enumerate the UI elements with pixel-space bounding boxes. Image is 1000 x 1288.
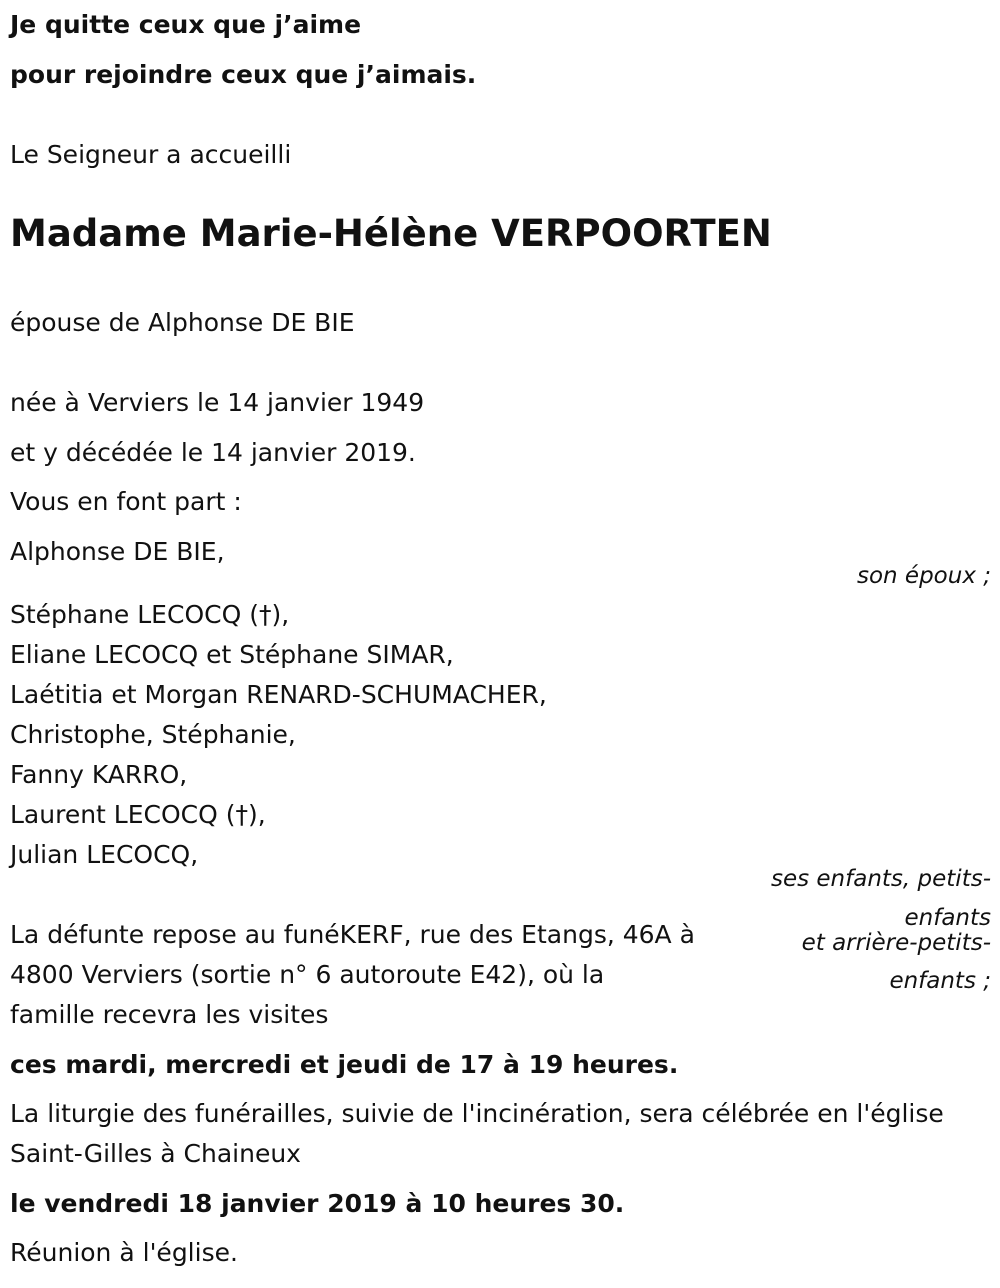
family-member: Laurent LECOCQ (†), xyxy=(10,800,266,829)
family-relation: ses enfants, petits- xyxy=(770,866,991,892)
repose-line: famille recevra les visites xyxy=(10,1000,329,1029)
spouse-name: Alphonse DE BIE, xyxy=(10,537,225,566)
visits-line: ces mardi, mercredi et jeudi de 17 à 19 heures. xyxy=(10,1050,679,1079)
spouse-line: épouse de Alphonse DE BIE xyxy=(10,308,355,337)
family-relation: enfants ; xyxy=(889,968,991,994)
birth-line: née à Verviers le 14 janvier 1949 xyxy=(10,388,425,417)
epigraph-line-2: pour rejoindre ceux que j’aimais. xyxy=(10,60,477,89)
liturgy-date: le vendredi 18 janvier 2019 à 10 heures 30. xyxy=(10,1189,625,1218)
epigraph-line-1: Je quitte ceux que j’aime xyxy=(10,10,362,39)
intro-text: Le Seigneur a accueilli xyxy=(10,140,292,169)
family-member: Laétitia et Morgan RENARD-SCHUMACHER, xyxy=(10,680,547,709)
family-member: Stéphane LECOCQ (†), xyxy=(10,600,290,629)
liturgy-line-2: Saint-Gilles à Chaineux xyxy=(10,1139,301,1168)
deceased-name: Madame Marie-Hélène VERPOORTEN xyxy=(10,212,772,255)
family-member: Christophe, Stéphanie, xyxy=(10,720,296,749)
announce-line: Vous en font part : xyxy=(10,487,242,516)
family-member: Julian LECOCQ, xyxy=(10,840,199,869)
repose-line: 4800 Verviers (sortie n° 6 autoroute E42), où la xyxy=(10,960,605,989)
family-relation: enfants xyxy=(904,905,991,931)
family-relation: et arrière-petits- xyxy=(801,930,991,956)
liturgy-line-1: La liturgie des funérailles, suivie de l'incinération, sera célébrée en l'église xyxy=(10,1099,944,1128)
family-member: Eliane LECOCQ et Stéphane SIMAR, xyxy=(10,640,454,669)
spouse-relation: son époux ; xyxy=(856,563,991,589)
meeting-line: Réunion à l'église. xyxy=(10,1238,238,1267)
repose-line: La défunte repose au funéKERF, rue des Etangs, 46A à xyxy=(10,920,695,949)
death-line: et y décédée le 14 janvier 2019. xyxy=(10,438,416,467)
family-member: Fanny KARRO, xyxy=(10,760,188,789)
